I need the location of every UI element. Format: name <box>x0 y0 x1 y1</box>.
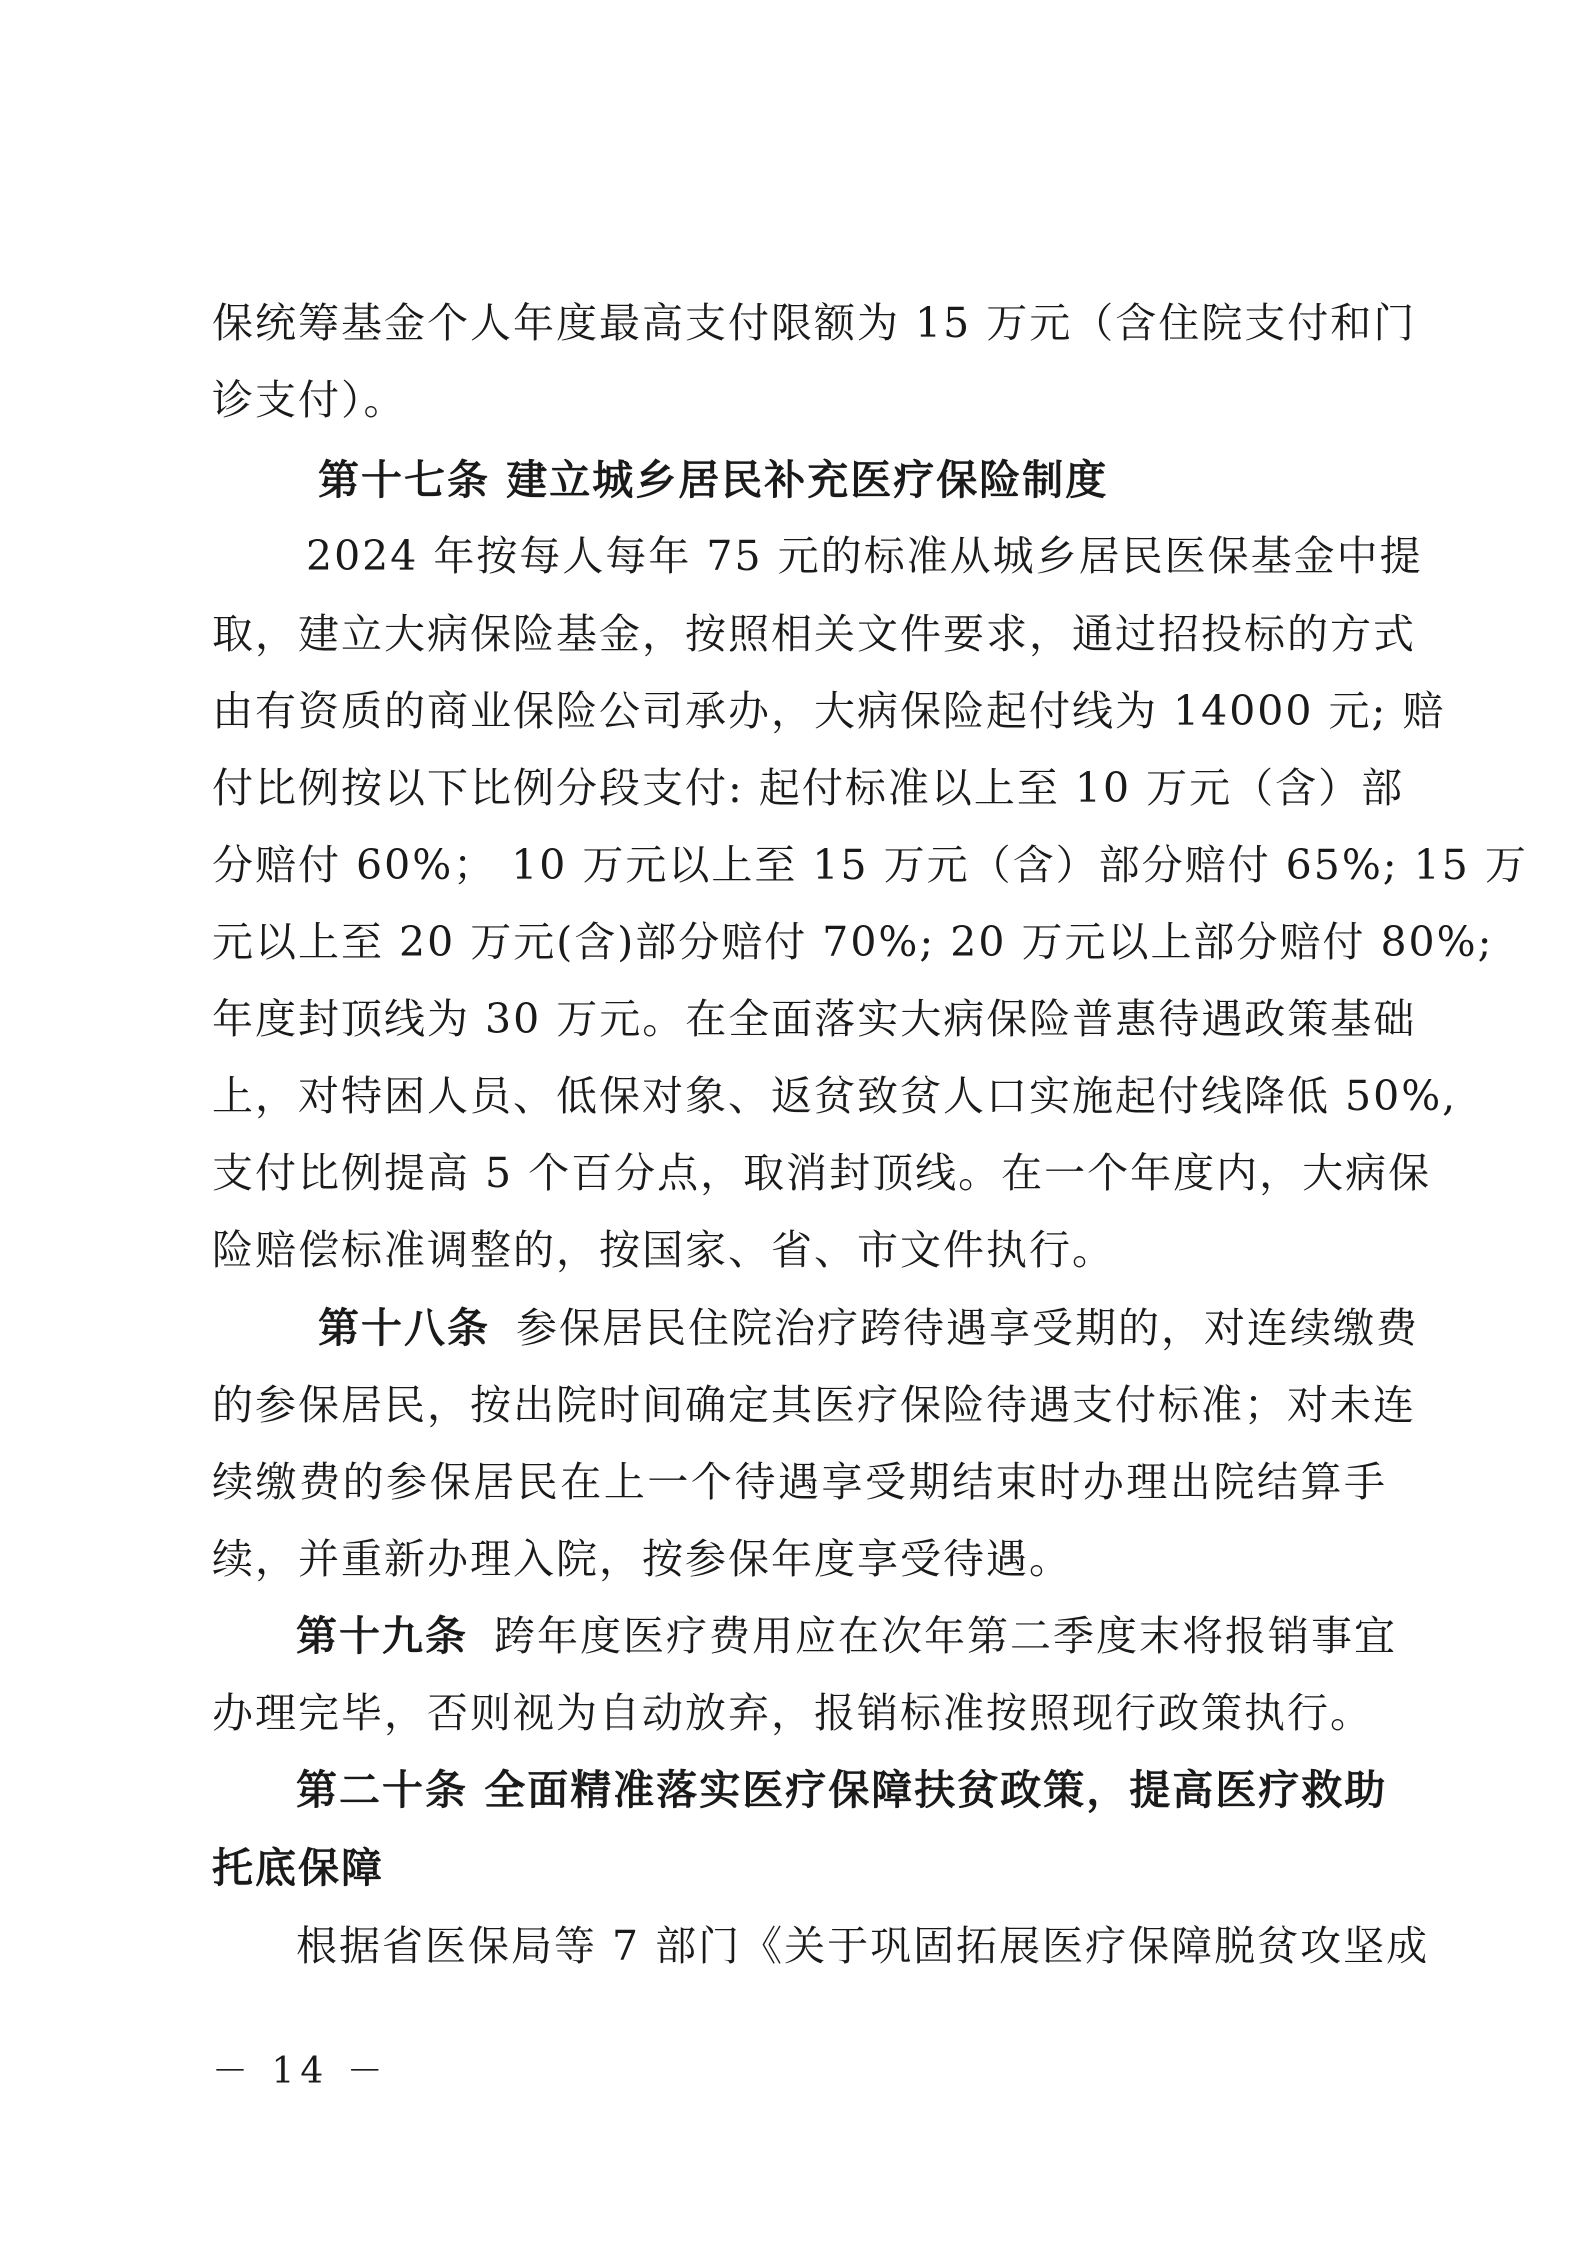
body-line: 年度封顶线为 30 万元。在全面落实大病保险普惠待遇政策基础 <box>212 995 1417 1043</box>
body-line: 续缴费的参保居民在上一个待遇享受期结束时办理出院结算手 <box>212 1458 1387 1506</box>
body-line: 的参保居民，按出院时间确定其医疗保险待遇支付标准；对未连 <box>212 1381 1416 1429</box>
body-line: 分赔付 60%； 10 万元以上至 15 万元（含）部分赔付 65%; 15 万 <box>212 841 1528 889</box>
body-line: 取，建立大病保险基金，按照相关文件要求，通过招投标的方式 <box>212 610 1416 658</box>
body-line: 上，对特困人员、低保对象、返贫致贫人口实施起付线降低 50%, <box>212 1072 1458 1120</box>
body-line: 由有资质的商业保险公司承办，大病保险起付线为 14000 元; 赔 <box>212 687 1446 735</box>
article-18-label: 第十八条 <box>318 1304 490 1352</box>
body-line: 2024 年按每人每年 75 元的标准从城乡居民医保基金中提 <box>306 532 1423 580</box>
body-line: 办理完毕，否则视为自动放弃，报销标准按照现行政策执行。 <box>212 1689 1373 1737</box>
article-18-paragraph-start <box>318 1290 1419 1366</box>
body-line: 保统筹基金个人年度最高支付限额为 15 万元（含住院支付和门 <box>212 299 1417 347</box>
body-line: 参保居民住院治疗跨待遇享受期的，对连续缴费 <box>516 1304 1419 1352</box>
body-line: 元以上至 20 万元(含)部分赔付 70%; 20 万元以上部分赔付 80%; <box>212 918 1494 966</box>
body-line: 付比例按以下比例分段支付: 起付标准以上至 10 万元（含）部 <box>212 764 1405 812</box>
article-20-heading: 第二十条 全面精准落实医疗保障扶贫政策，提高医疗救助 <box>296 1766 1388 1814</box>
body-line: 跨年度医疗费用应在次年第二季度末将报销事宜 <box>494 1612 1397 1660</box>
article-17-heading: 第十七条 建立城乡居民补充医疗保险制度 <box>318 456 1109 504</box>
body-line: 诊支付）。 <box>212 376 407 424</box>
body-line: 支付比例提高 5 个百分点，取消封顶线。在一个年度内，大病保 <box>212 1149 1432 1197</box>
body-line: 险赔偿标准调整的，按国家、省、市文件执行。 <box>212 1226 1115 1274</box>
article-19-label: 第十九条 <box>296 1612 468 1660</box>
page-number: － 14 － <box>212 2051 389 2092</box>
article-20-heading-cont: 托底保障 <box>212 1844 384 1892</box>
body-line: 续，并重新办理入院，按参保年度享受待遇。 <box>212 1535 1072 1583</box>
body-line: 根据省医保局等 7 部门《关于巩固拓展医疗保障脱贫攻坚成 <box>296 1922 1430 1970</box>
article-19-paragraph-start <box>296 1598 1397 1674</box>
